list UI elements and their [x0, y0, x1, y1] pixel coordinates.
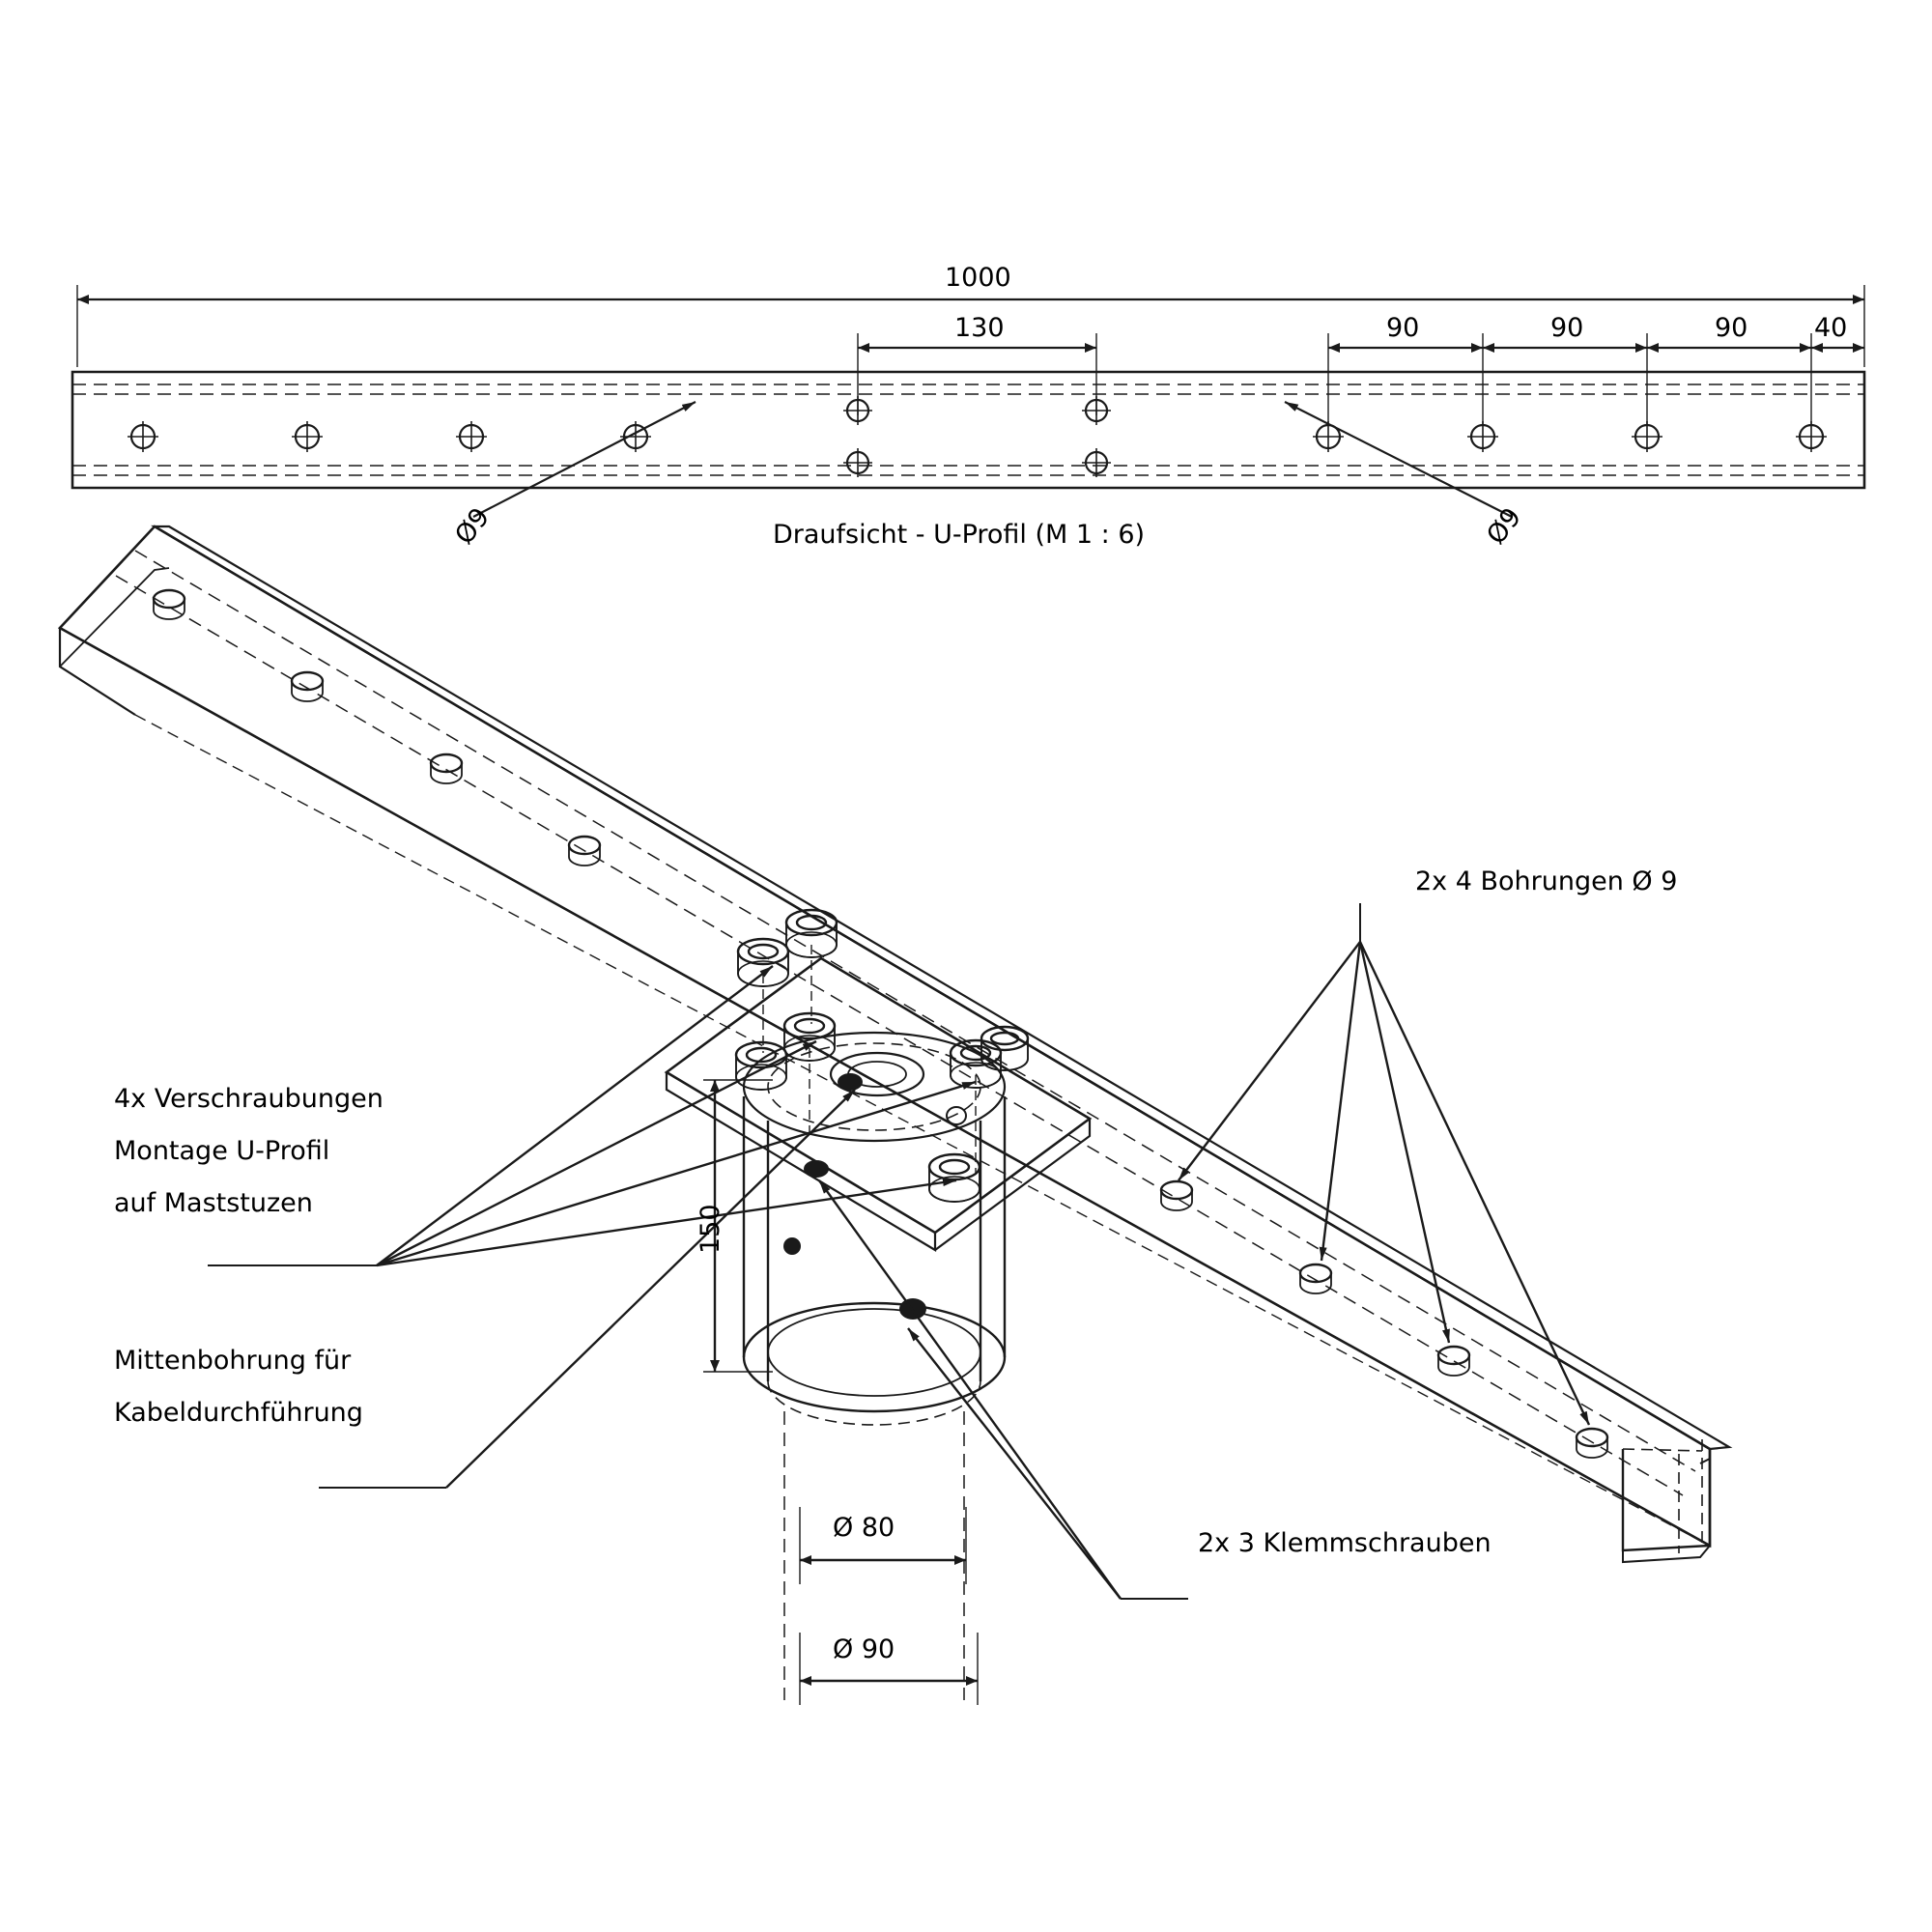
dim-label-90-a: 90	[1386, 313, 1420, 343]
annotation-verschraubungen-line2: Montage U-Profil	[114, 1136, 330, 1166]
dim-label-130: 130	[954, 313, 1005, 343]
dim-label-90-b: 90	[1550, 313, 1584, 343]
leader-hole-dia-right	[1285, 402, 1512, 517]
annotation-mittenbohrung-line1: Mittenbohrung für	[114, 1346, 352, 1376]
leader-mittenbohrung	[319, 1090, 855, 1488]
annotation-bohrungen: 2x 4 Bohrungen Ø 9	[1415, 867, 1678, 896]
dimension-pitch-group	[1328, 333, 1864, 425]
annotation-mittenbohrung-line2: Kabeldurchführung	[114, 1398, 363, 1428]
screw-nut	[929, 1154, 980, 1202]
leader-hole-dia-left	[473, 402, 696, 517]
dim-label-40: 40	[1814, 313, 1848, 343]
annotation-verschraubungen-line3: auf Maststuzen	[114, 1188, 313, 1218]
dim-label-150: 150	[696, 1204, 725, 1254]
dim-label-90-c: 90	[1715, 313, 1748, 343]
u-profile-topview	[72, 372, 1864, 488]
leader-bohrungen	[1179, 903, 1589, 1425]
dim-label-dia90: Ø 90	[833, 1634, 895, 1664]
topview-holes-centerline	[128, 421, 1827, 452]
hole-dia-label-left: Ø9	[449, 502, 497, 551]
dim-label-dia80: Ø 80	[833, 1513, 895, 1543]
annotation-klemmschrauben: 2x 3 Klemmschrauben	[1198, 1528, 1492, 1558]
hole-dia-label-right: Ø9	[1481, 502, 1528, 551]
annotation-verschraubungen-line1: 4x Verschraubungen	[114, 1084, 384, 1114]
dim-label-1000: 1000	[945, 263, 1011, 293]
iso-holes-far-flange	[154, 590, 1607, 1458]
topview-title: Draufsicht - U-Profil (M 1 : 6)	[773, 520, 1146, 550]
